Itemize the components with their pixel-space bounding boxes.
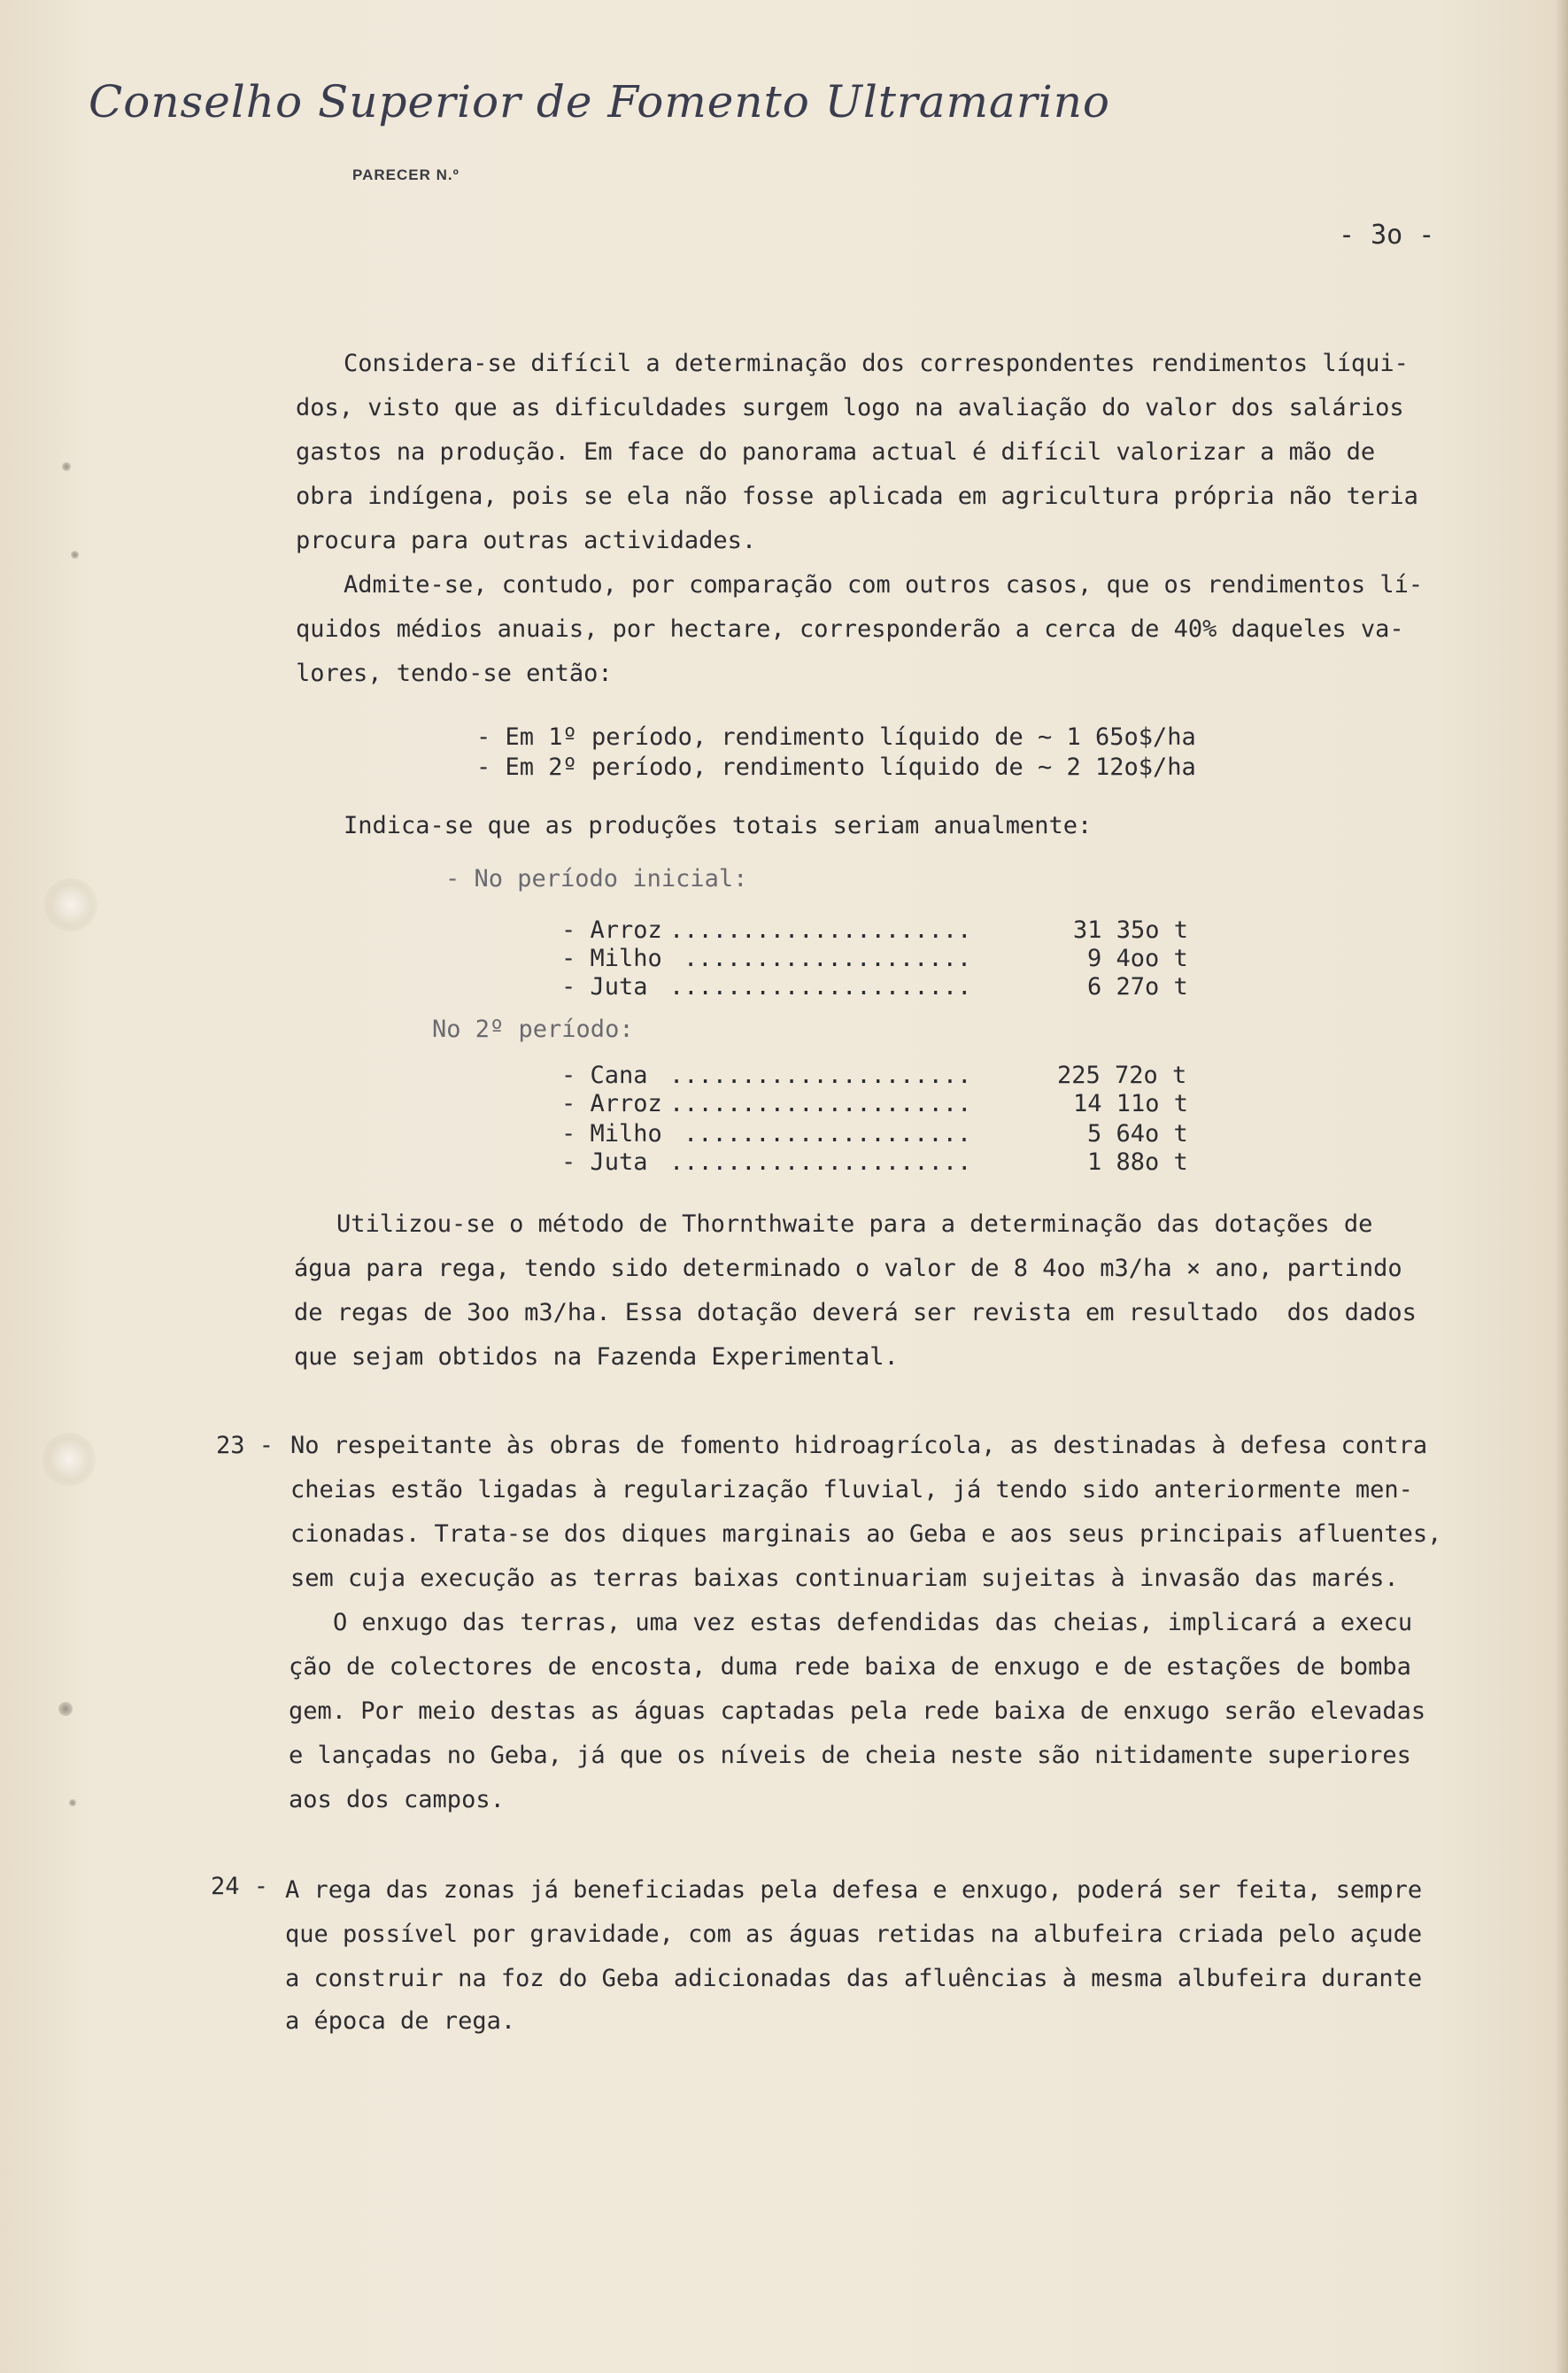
punch-hole [62,462,71,471]
leader-dots: .................... [684,945,972,972]
text-line: a época de rega. [285,2007,516,2035]
production-item-value: 5 64o t [1087,1120,1188,1148]
section-number: 23 - [216,1432,274,1459]
text-line: dos, visto que as dificuldades surgem logo na avaliação do valor dos salários [296,394,1404,421]
punch-hole [69,1799,76,1806]
production-item-name: - Cana [561,1062,648,1089]
text-line: sem cuja execução as terras baixas continuariam sujeitas à invasão das marés. [290,1565,1399,1592]
leader-dots: ..................... [669,1090,972,1117]
production-item-name: - Juta [561,1148,648,1176]
parecer-label: PARECER N.º [352,166,460,183]
leader-dots: .................... [684,1120,972,1148]
letterhead: Conselho Superior de Fomento Ultramarino [89,76,1111,128]
leader-dots: ..................... [669,1148,972,1176]
punch-hole [58,1702,73,1716]
paper-crease [44,878,97,931]
production-item-name: - Arroz [561,1090,662,1117]
period-label: No 2º período: [432,1016,634,1043]
text-line: A rega das zonas já beneficiadas pela defesa e enxugo, poderá ser feita, sempre [285,1876,1423,1904]
production-item-name: - Milho [561,945,662,972]
production-item-value: 225 72o t [1057,1062,1187,1089]
text-line: No respeitante às obras de fomento hidroagrícola, as destinadas à defesa contra [290,1432,1428,1459]
text-line: Utilizou-se o método de Thornthwaite para a determinação das dotações de [336,1210,1373,1238]
text-line: Admite-se, contudo, por comparação com outros casos, que os rendimentos lí- [344,571,1424,599]
punch-hole [71,551,79,559]
text-line: cionadas. Trata-se dos diques marginais ao Geba e aos seus principais afluentes, [290,1520,1442,1548]
text-line: a construir na foz do Geba adicionadas das afluências à mesma albufeira durante [285,1965,1423,1992]
text-line: gastos na produção. Em face do panorama actual é difícil valorizar a mão de [296,438,1376,466]
text-line: aos dos campos. [289,1786,505,1813]
text-line: O enxugo das terras, uma vez estas defendidas das cheias, implicará a execu [333,1609,1413,1636]
page-number: - 3o - [1339,220,1435,251]
rendimento-line: - Em 1º período, rendimento líquido de ~ 1 65o$/ha [476,723,1196,751]
text-line: água para rega, tendo sido determinado o valor de 8 4oo m3/ha × ano, partindo [294,1255,1402,1282]
leader-dots: ..................... [669,973,972,1001]
paper-crease [42,1433,96,1486]
text-line: de regas de 3oo m3/ha. Essa dotação deverá ser revista em resultado dos dados [294,1299,1417,1326]
page-edge-shadow [1556,0,1568,2373]
text-line: que possível por gravidade, com as águas retidas na albufeira criada pelo açude [285,1921,1423,1948]
text-line: Indica-se que as produções totais seriam anualmente: [344,812,1093,839]
text-line: e lançadas no Geba, já que os níveis de cheia neste são nitidamente superiores [289,1742,1411,1769]
text-line: lores, tendo-se então: [296,660,613,687]
text-line: ção de colectores de encosta, duma rede baixa de enxugo e de estações de bomba [289,1653,1411,1681]
production-item-value: 6 27o t [1087,973,1188,1001]
production-item-value: 1 88o t [1087,1148,1188,1176]
section-number: 24 - [211,1873,269,1900]
text-line: que sejam obtidos na Fazenda Experimental. [294,1343,899,1371]
production-item-name: - Arroz [561,916,662,944]
production-item-name: - Milho [561,1120,662,1148]
production-item-value: 14 11o t [1073,1090,1189,1117]
leader-dots: ..................... [669,916,972,944]
text-line: obra indígena, pois se ela não fosse aplicada em agricultura própria não teria [296,483,1418,510]
production-item-value: 31 35o t [1073,916,1189,944]
leader-dots: ..................... [669,1062,972,1089]
production-item-name: - Juta [561,973,648,1001]
text-line: cheias estão ligadas à regularização fluvial, já tendo sido anteriormente men- [290,1476,1413,1503]
text-line: Considera-se difícil a determinação dos correspondentes rendimentos líqui- [344,350,1409,377]
text-line: procura para outras actividades. [296,527,757,554]
text-line: gem. Por meio destas as águas captadas pela rede baixa de enxugo serão elevadas [289,1697,1426,1725]
production-item-value: 9 4oo t [1087,945,1188,972]
text-line: quidos médios anuais, por hectare, corresponderão a cerca de 40% daqueles va- [296,615,1404,643]
rendimento-line: - Em 2º período, rendimento líquido de ~ 2 12o$/ha [476,754,1196,781]
period-label: - No período inicial: [445,865,748,893]
